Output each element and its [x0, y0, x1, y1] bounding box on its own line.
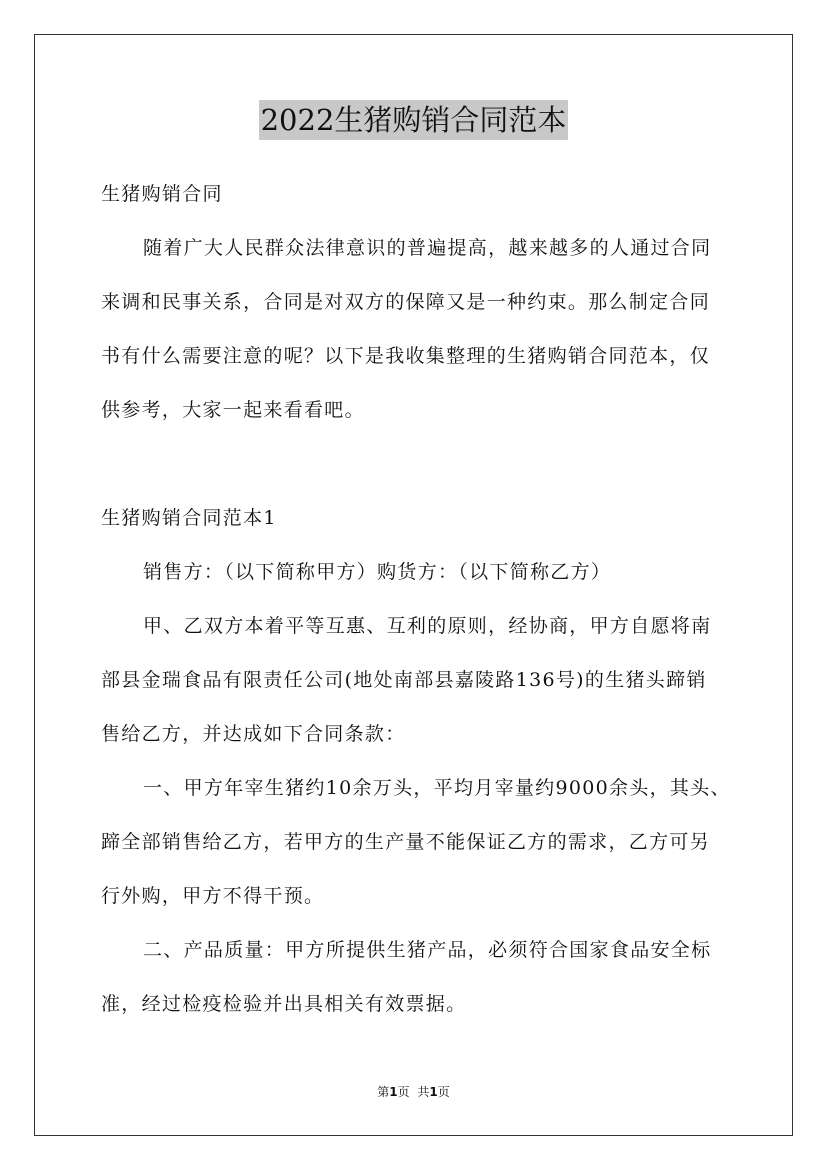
page-footer [0, 1084, 827, 1100]
intro-line-2: 来调和民事关系，合同是对双方的保障又是一种约束。那么制定合同 [101, 291, 711, 313]
para2-line-1: 甲、乙双方本着平等互惠、互利的原则，经协商，甲方自愿将南 [143, 615, 712, 637]
footer-page-number: 1 [389, 1085, 398, 1099]
footer-total-number: 1 [429, 1085, 438, 1099]
intro-line-4: 供参考，大家一起来看看吧。 [101, 399, 365, 421]
document-subtitle: 生猪购销合同 [101, 183, 223, 205]
footer-page-suffix: 页 [397, 1085, 410, 1099]
para4-line-1: 二、产品质量：甲方所提供生猪产品，必须符合国家食品安全标 [143, 939, 712, 961]
intro-line-1: 随着广大人民群众法律意识的普遍提高，越来越多的人通过合同 [143, 237, 712, 259]
title-container [0, 100, 827, 140]
footer-total-prefix: 共 [417, 1085, 430, 1099]
document-title: 2022生猪购销合同范本 [259, 100, 569, 140]
section-heading: 生猪购销合同范本1 [101, 507, 277, 529]
para4-line-2: 准，经过检疫检验并出具相关有效票据。 [101, 993, 467, 1015]
para3-line-1: 一、甲方年宰生猪约10余万头，平均月宰量约9000余头，其头、 [143, 777, 731, 799]
para2-line-2: 部县金瑞食品有限责任公司(地处南部县嘉陵路136号)的生猪头蹄销 [101, 669, 707, 691]
para3-line-2: 蹄全部销售给乙方，若甲方的生产量不能保证乙方的需求，乙方可另 [101, 831, 711, 853]
para2-line-3: 售给乙方，并达成如下合同条款： [101, 723, 406, 745]
footer-page-prefix: 第 [377, 1085, 390, 1099]
intro-line-3: 书有什么需要注意的呢？以下是我收集整理的生猪购销合同范本，仅 [101, 345, 711, 367]
parties-line: 销售方：（以下简称甲方）购货方：（以下简称乙方） [143, 561, 612, 583]
footer-total-suffix: 页 [437, 1085, 450, 1099]
para3-line-3: 行外购，甲方不得干预。 [101, 885, 325, 907]
